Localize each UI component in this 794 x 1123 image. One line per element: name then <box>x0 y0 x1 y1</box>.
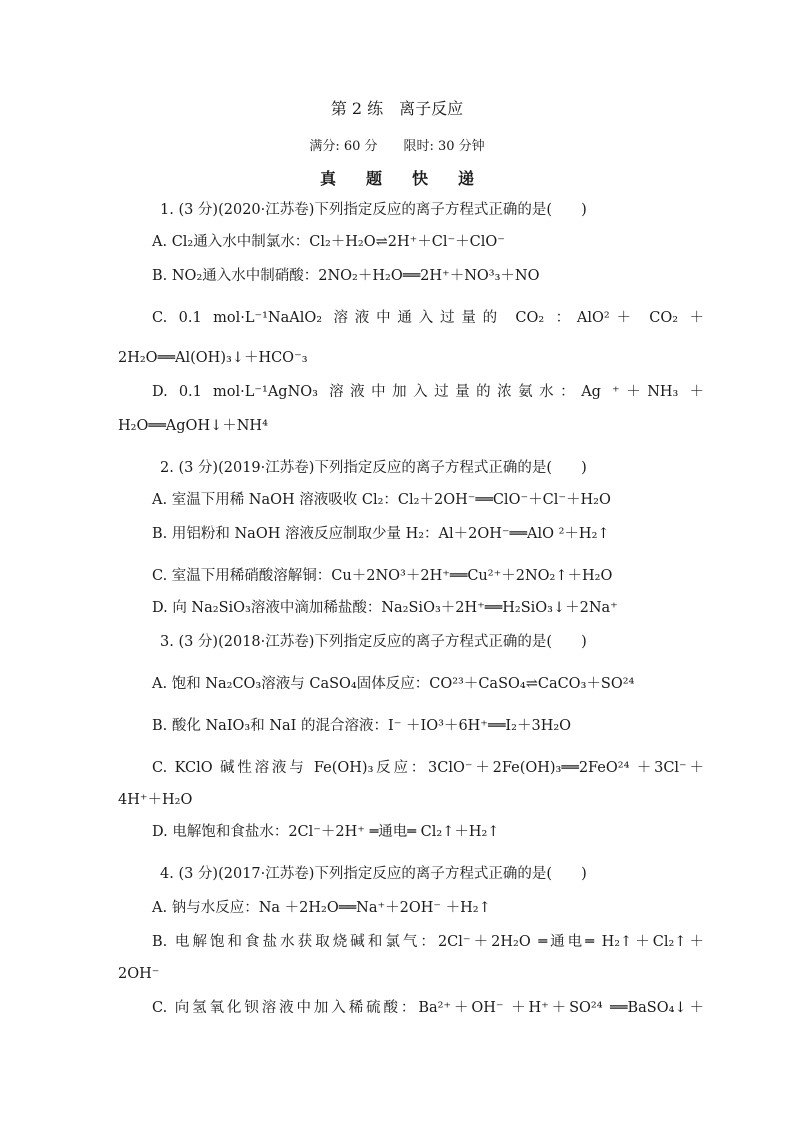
answer-option: D. 电解饱和食盐水：2Cl⁻＋2H⁺ ═通电═ Cl₂↑＋H₂↑ <box>152 824 500 840</box>
answer-option: C. KClO 碱性溶液与 Fe(OH)₃反应：3ClO⁻＋2Fe(OH)₃══2FeO²⁴ ＋3Cl⁻＋ <box>152 760 704 776</box>
page-title: 第 2 练 离子反应 <box>330 99 464 118</box>
answer-option: C. 室温下用稀硝酸溶解铜：Cu＋2NO³＋2H⁺══Cu²⁺＋2NO₂↑＋H₂O <box>152 568 613 584</box>
continuation-line: 2OH⁻ <box>118 966 160 982</box>
answer-option: B. 电解饱和食盐水获取烧碱和氯气：2Cl⁻＋2H₂O ═通电═ H₂↑＋Cl₂↑＋ <box>152 934 704 950</box>
answer-option: B. NO₂通入水中制硝酸：2NO₂＋H₂O══2H⁺＋NO³₃＋NO <box>152 268 540 284</box>
continuation-line: 2H₂O══Al(OH)₃↓＋HCO⁻₃ <box>118 350 308 366</box>
answer-option: A. Cl₂通入水中制氯水：Cl₂＋H₂O⇌2H⁺＋Cl⁻＋ClO⁻ <box>152 234 505 250</box>
answer-option: C. 向氢氧化钡溶液中加入稀硫酸：Ba²⁺＋OH⁻ ＋H⁺＋SO²⁴ ══BaSO₄↓＋ <box>152 1000 704 1016</box>
answer-option: B. 酸化 NaIO₃和 NaI 的混合溶液：I⁻ ＋IO³＋6H⁺══I₂＋3H₂O <box>152 718 572 734</box>
score-time-info: 满分: 60 分 限时: 30 分钟 <box>309 139 485 154</box>
question-stem: 1. (3 分)(2020·江苏卷)下列指定反应的离子方程式正确的是( ) <box>160 202 587 218</box>
section-heading: 真题快递 <box>319 169 504 188</box>
answer-option: A. 室温下用稀 NaOH 溶液吸收 Cl₂：Cl₂＋2OH⁻══ClO⁻＋Cl⁻＋H₂O <box>152 492 611 508</box>
answer-option: A. 钠与水反应：Na ＋2H₂O══Na⁺＋2OH⁻ ＋H₂↑ <box>152 900 491 916</box>
continuation-line: 4H⁺＋H₂O <box>118 792 193 808</box>
question-stem: 3. (3 分)(2018·江苏卷)下列指定反应的离子方程式正确的是( ) <box>160 634 587 650</box>
answer-option: D. 向 Na₂SiO₃溶液中滴加稀盐酸：Na₂SiO₃＋2H⁺══H₂SiO₃↓＋2Na⁺ <box>152 600 618 616</box>
question-stem: 4. (3 分)(2017·江苏卷)下列指定反应的离子方程式正确的是( ) <box>160 866 587 882</box>
continuation-line: H₂O══AgOH↓＋NH⁴ <box>118 418 268 434</box>
answer-option: C. 0.1 mol·L⁻¹NaAlO₂ 溶液中通入过量的 CO₂ ：AlO²＋ CO₂ ＋ <box>152 310 704 326</box>
answer-option: B. 用铝粉和 NaOH 溶液反应制取少量 H₂：Al＋2OH⁻══AlO ²＋H₂↑ <box>152 526 610 542</box>
answer-option: D. 0.1 mol·L⁻¹AgNO₃ 溶液中加入过量的浓氨水：Ag ⁺＋NH₃ ＋ <box>152 384 704 400</box>
answer-option: A. 饱和 Na₂CO₃溶液与 CaSO₄固体反应：CO²³＋CaSO₄⇌CaCO₃＋SO²⁴ <box>152 676 635 692</box>
question-stem: 2. (3 分)(2019·江苏卷)下列指定反应的离子方程式正确的是( ) <box>160 460 587 476</box>
